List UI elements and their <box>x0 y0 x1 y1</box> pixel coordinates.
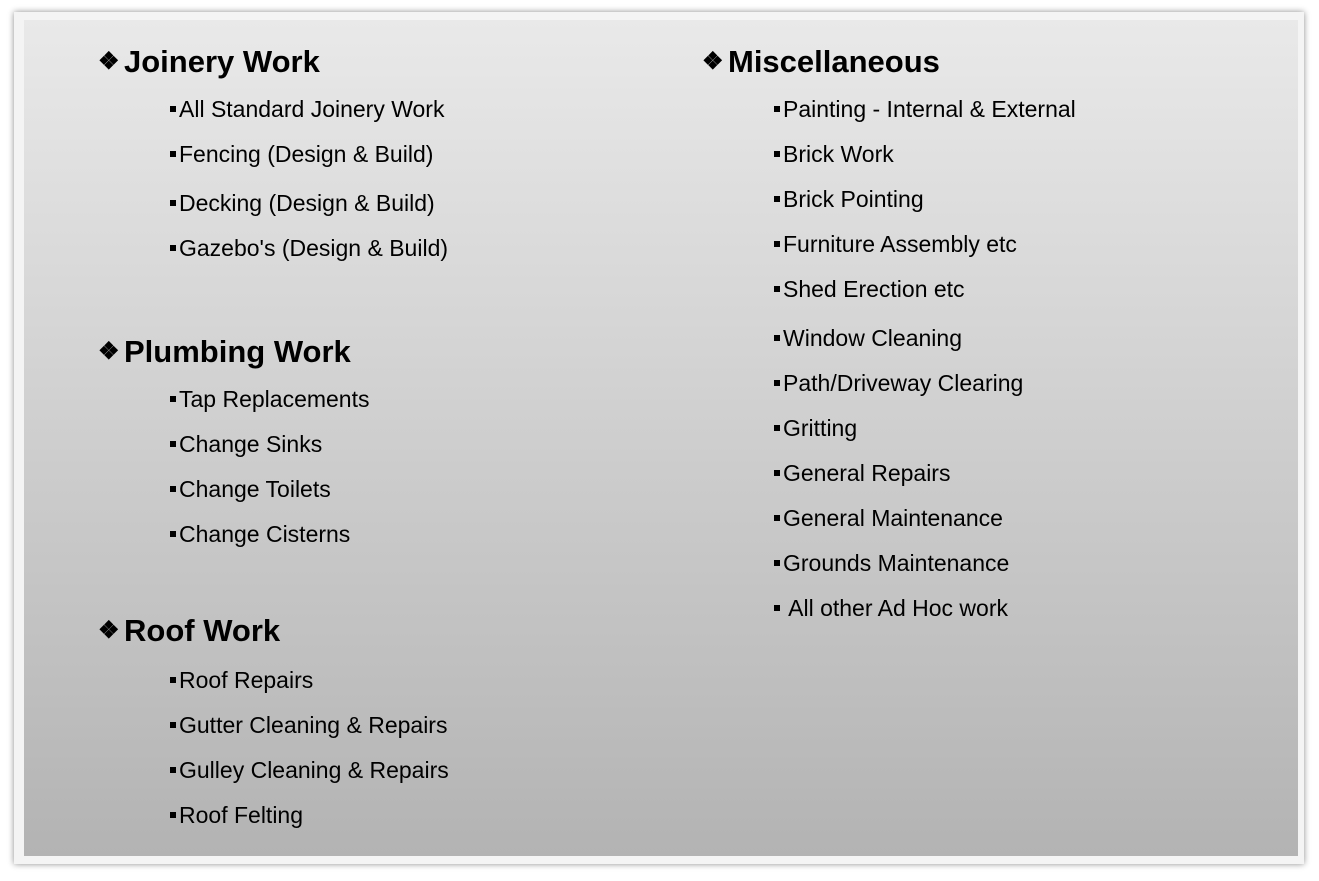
list-item <box>170 755 449 800</box>
list-item <box>170 384 370 429</box>
list-item <box>170 665 449 710</box>
section-title: Miscellaneous <box>728 44 940 79</box>
list-item <box>774 94 1076 139</box>
square-bullet-icon <box>774 196 780 202</box>
square-bullet-icon <box>170 396 176 402</box>
square-bullet-icon <box>170 767 176 773</box>
list-item-label: Change Cisterns <box>179 521 351 547</box>
list-item-label: Grounds Maintenance <box>783 550 1010 576</box>
list-item-label: Brick Pointing <box>783 186 924 212</box>
list-item-label: General Repairs <box>783 460 951 486</box>
square-bullet-icon <box>170 441 176 447</box>
list-item-label: Path/Driveway Clearing <box>783 370 1024 396</box>
item-list <box>170 665 449 845</box>
square-bullet-icon <box>774 286 780 292</box>
list-item <box>774 368 1076 413</box>
four-diamond-icon: ❖ <box>98 617 120 644</box>
square-bullet-icon <box>774 425 780 431</box>
list-item <box>774 458 1076 503</box>
list-item-label: General Maintenance <box>783 505 1003 531</box>
list-item <box>774 323 1076 368</box>
four-diamond-icon: ❖ <box>98 48 120 75</box>
item-list <box>170 94 448 278</box>
list-item <box>170 519 370 564</box>
list-item <box>170 94 448 139</box>
list-item <box>774 274 1076 323</box>
square-bullet-icon <box>774 560 780 566</box>
item-list <box>774 94 1076 638</box>
list-item-label: Roof Felting <box>179 802 304 828</box>
list-item <box>170 139 448 184</box>
list-item-label: Tap Replacements <box>179 386 370 412</box>
section-title: Roof Work <box>124 613 281 648</box>
list-item <box>170 800 449 845</box>
list-item <box>774 229 1076 274</box>
four-diamond-icon: ❖ <box>98 338 120 365</box>
square-bullet-icon <box>774 335 780 341</box>
item-list <box>170 384 370 564</box>
section-plumbing <box>98 332 370 552</box>
square-bullet-icon <box>774 515 780 521</box>
square-bullet-icon <box>774 241 780 247</box>
section-miscellaneous <box>702 42 1076 626</box>
list-item-label: Fencing (Design & Build) <box>179 141 434 167</box>
square-bullet-icon <box>170 200 176 206</box>
list-item <box>774 593 1076 638</box>
square-bullet-icon <box>170 245 176 251</box>
square-bullet-icon <box>774 380 780 386</box>
section-heading <box>702 42 1076 82</box>
list-item <box>170 429 370 474</box>
list-item-label: Roof Repairs <box>179 667 314 693</box>
square-bullet-icon <box>170 677 176 683</box>
section-title: Joinery Work <box>124 44 320 79</box>
square-bullet-icon <box>170 812 176 818</box>
list-item <box>170 233 448 278</box>
section-heading <box>98 332 370 372</box>
list-item-label: Shed Erection etc <box>783 276 965 302</box>
list-item-label: Gritting <box>783 415 858 441</box>
list-item-label: Gutter Cleaning & Repairs <box>179 712 448 738</box>
list-item-label: Window Cleaning <box>783 325 962 351</box>
list-item <box>774 184 1076 229</box>
list-item-label: Change Sinks <box>179 431 323 457</box>
list-item-label: Decking (Design & Build) <box>179 190 435 216</box>
section-heading <box>98 611 449 651</box>
square-bullet-icon <box>774 151 780 157</box>
square-bullet-icon <box>774 605 780 611</box>
list-item-label: Gazebo's (Design & Build) <box>179 235 449 261</box>
square-bullet-icon <box>170 486 176 492</box>
section-roof <box>98 611 449 831</box>
section-joinery <box>98 42 448 266</box>
section-title: Plumbing Work <box>124 334 351 369</box>
list-item-label: Painting - Internal & External <box>783 96 1076 122</box>
list-item-label: Change Toilets <box>179 476 331 502</box>
list-item <box>170 710 449 755</box>
list-item <box>170 474 370 519</box>
square-bullet-icon <box>170 531 176 537</box>
list-item <box>774 503 1076 548</box>
square-bullet-icon <box>170 151 176 157</box>
list-item-label: All Standard Joinery Work <box>179 96 445 122</box>
list-item <box>774 548 1076 593</box>
square-bullet-icon <box>774 106 780 112</box>
list-item-label: Furniture Assembly etc <box>783 231 1017 257</box>
list-item <box>774 139 1076 184</box>
list-item-label: Brick Work <box>783 141 894 167</box>
section-heading <box>98 42 448 82</box>
list-item <box>774 413 1076 458</box>
four-diamond-icon: ❖ <box>702 48 724 75</box>
square-bullet-icon <box>774 470 780 476</box>
list-item-label: All other Ad Hoc work <box>783 595 1008 621</box>
list-item <box>170 184 448 233</box>
square-bullet-icon <box>170 106 176 112</box>
square-bullet-icon <box>170 722 176 728</box>
list-item-label: Gulley Cleaning & Repairs <box>179 757 449 783</box>
